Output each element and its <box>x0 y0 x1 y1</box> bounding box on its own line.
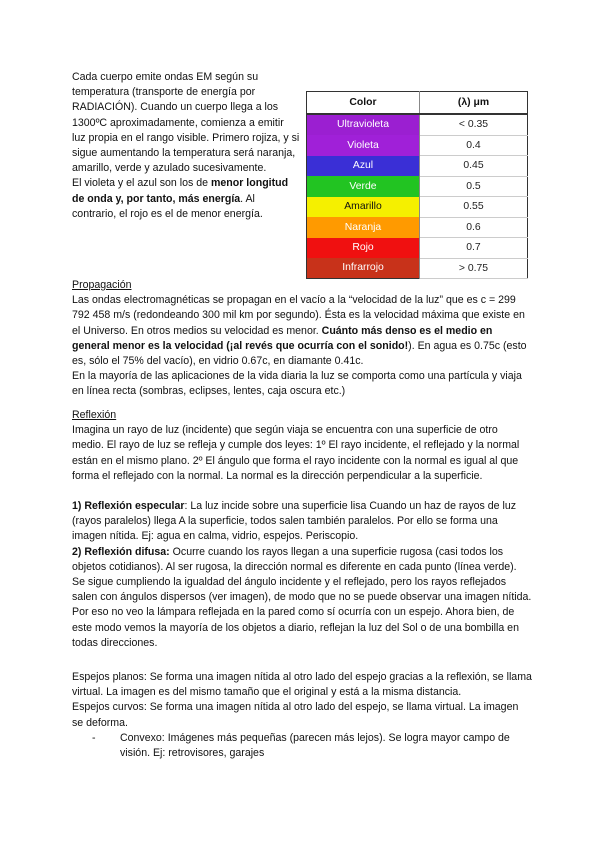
color-cell: Rojo <box>307 238 420 259</box>
intro-bold: menor longitud de onda y, por tanto, más energía <box>72 177 289 205</box>
color-cell: Verde <box>307 176 420 197</box>
table-row <box>307 217 528 238</box>
table-row <box>307 258 528 279</box>
reflexion-heading: Reflexión <box>72 409 117 421</box>
table-header-row <box>307 92 528 115</box>
color-cell: Ultravioleta <box>307 114 420 135</box>
intro-paragraph-2: El violeta y el azul son los de menor longitud de onda y, por tanto, más energía. Al contrario, el rojo es el de menor energía. <box>72 177 289 220</box>
color-cell: Naranja <box>307 217 420 238</box>
espejos-section <box>72 670 532 761</box>
intro-paragraph-1: Cada cuerpo emite ondas EM según su temperatura (transporte de energía por RADIACIÓN). Cuando un cuerpo llega a los 1300ºC aproximadamente, comienza a emitir luz propia en el rango visible. Primero rojiza, y si sigue aumentando la temperatura será naranja, amarillo, verde y azulado sucesivamente. <box>72 71 300 175</box>
wavelength-cell: < 0.35 <box>420 114 528 135</box>
table-row <box>307 114 528 135</box>
propagacion-paragraph-1: Las ondas electromagnéticas se propagan en el vacío a la “velocidad de la luz” que es c = 299 792 458 m/s (redondeando 300 mil km por segundo). Ésta es la velocidad máxima que existe en el Universo. En otros medios su velocidad es menor. Cuánto más denso es el medio en general menor es la velocidad (¡al revés que ocurría con el sonido!). En agua es 0.75c (esto es, sólo el 75% del vacío), en vidrio 0.67c, en diamante 0.41c. <box>72 294 527 368</box>
wavelength-cell: 0.45 <box>420 156 528 177</box>
wavelength-cell: 0.7 <box>420 238 528 259</box>
table-row <box>307 238 528 259</box>
header-wavelength: (λ) μm <box>420 92 528 115</box>
intro-block <box>72 70 300 222</box>
color-cell: Violeta <box>307 135 420 156</box>
color-cell: Azul <box>307 156 420 177</box>
reflexion-especular: 1) Reflexión especular: La luz incide sobre una superficie lisa Cuando un haz de rayos de luz (rayos paralelos) llega A la superficie, todos salen también paralelos. Por ello se forma una imagen nítida. Ej: agua en calma, vidrio, espejos. Periscopio. <box>72 500 517 543</box>
espejos-planos: Espejos planos: Se forma una imagen nítida al otro lado del espejo gracias a la reflexión, se llama virtual. La imagen es del mismo tamaño que el original y está a la misma distancia. <box>72 671 532 699</box>
wavelength-cell: 0.5 <box>420 176 528 197</box>
color-cell: Amarillo <box>307 197 420 218</box>
list-item: - Convexo: Imágenes más pequeñas (parecen más lejos). Se logra mayor campo de visión. Ej: retrovisores, garajes <box>72 731 532 761</box>
reflexion-paragraph: Imagina un rayo de luz (incidente) que según viaja se encuentra con una superficie de otro medio. El rayo de luz se refleja y cumple dos leyes: 1º El rayo incidente, el reflejado y la normal están en el mismo plano. 2º El ángulo que forma el rayo incidente con la normal es igual al que forma el reflejado con la normal. La normal es la dirección perpendicular a la superficie. <box>72 424 520 482</box>
color-wavelength-table <box>306 91 528 279</box>
espejos-list <box>72 731 532 761</box>
reflexion-section <box>72 408 532 651</box>
table-row <box>307 156 528 177</box>
propagacion-heading: Propagación <box>72 279 132 291</box>
wavelength-cell: 0.6 <box>420 217 528 238</box>
table-row <box>307 135 528 156</box>
reflexion-difusa: 2) Reflexión difusa: Ocurre cuando los rayos llegan a una superficie rugosa (casi todos los objetos cotidianos). Al ser rugosa, la dirección normal es diferente en cada punto (línea verde). Se sigue cumpliendo la igualdad del ángulo incidente y el reflejado, pero los rayos reflejados salen con ángulos dispersos (ver imagen), de modo que no se puede observar una imagen nítida. Por eso no veo la lámpara reflejada en la pared como sí ocurría con un espejo. Ahora bien, de este modo vemos la mayoría de los objetos a diario, reflejan la luz del Sol o de una bombilla en todas direcciones. <box>72 545 532 649</box>
color-cell: Infrarrojo <box>307 258 420 279</box>
propagacion-section <box>72 278 532 400</box>
wavelength-cell: 0.55 <box>420 197 528 218</box>
propagacion-paragraph-2: En la mayoría de las aplicaciones de la vida diaria la luz se comporta como una partícula y viaja en línea recta (sombras, eclipses, lentes, caja oscura etc.) <box>72 370 522 398</box>
table-row <box>307 197 528 218</box>
wavelength-cell: 0.4 <box>420 135 528 156</box>
header-color: Color <box>307 92 420 115</box>
wavelength-cell: > 0.75 <box>420 258 528 279</box>
espejos-curvos: Espejos curvos: Se forma una imagen nítida al otro lado del espejo, se llama virtual. La imagen se deforma. <box>72 701 519 729</box>
table-row <box>307 176 528 197</box>
